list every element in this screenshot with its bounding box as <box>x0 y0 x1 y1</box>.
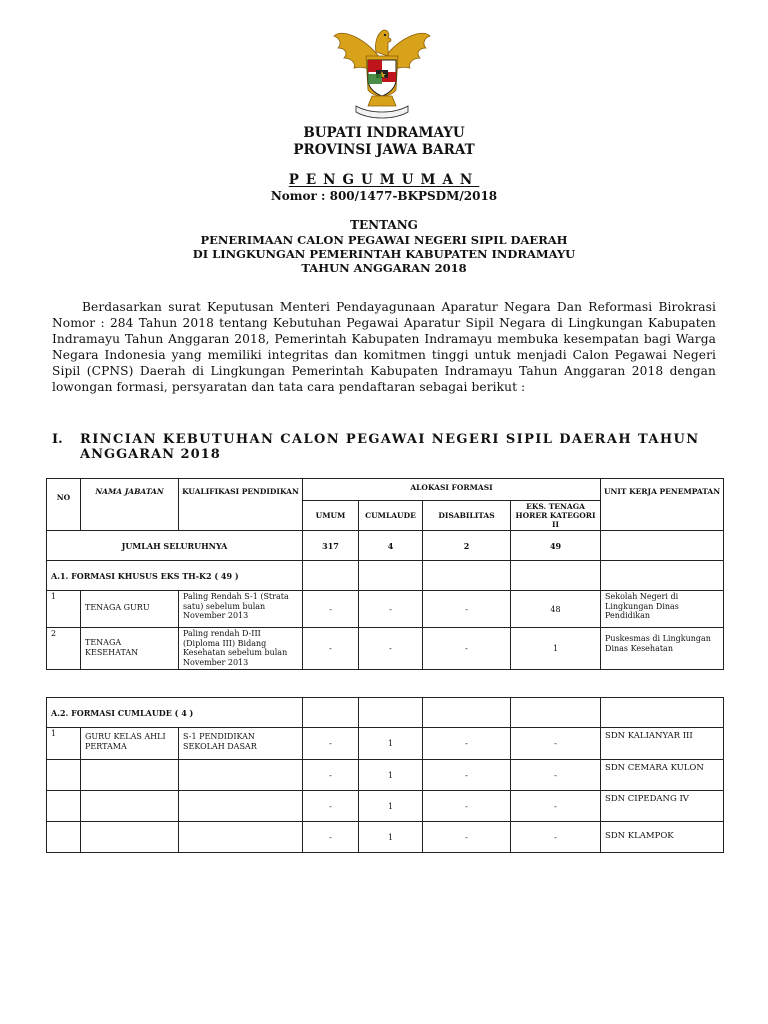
row-jabatan: TENAGA KESEHATAN <box>81 628 179 670</box>
header-provinsi: PROVINSI JAWA BARAT <box>293 142 475 158</box>
formasi-table <box>46 478 724 670</box>
row-kualifikasi: S-1 PENDIDIKAN SEKOLAH DASAR <box>179 728 303 760</box>
row-disabilitas: - <box>423 760 511 791</box>
row-unit: SDN KLAMPOK <box>601 822 724 853</box>
row-jabatan <box>81 760 179 791</box>
row-no: 2 <box>47 628 81 670</box>
row-umum: - <box>303 728 359 760</box>
row-eks: - <box>511 791 601 822</box>
table-row <box>47 791 724 822</box>
header-no: NO <box>47 479 81 531</box>
header-cumlaude: CUMLAUDE <box>359 501 423 531</box>
row-no: 1 <box>47 728 81 760</box>
formasi-cumlaude-table <box>46 697 724 853</box>
row-eks: - <box>511 728 601 760</box>
row-unit: SDN CEMARA KULON <box>601 760 724 791</box>
table-row <box>47 760 724 791</box>
row-unit: SDN KALIANYAR III <box>601 728 724 760</box>
row-cumlaude: 1 <box>359 760 423 791</box>
total-cumlaude: 4 <box>359 531 423 561</box>
row-unit: Puskesmas di Lingkungan Dinas Kesehatan <box>601 628 724 670</box>
section-title-line-1: RINCIAN KEBUTUHAN CALON PEGAWAI NEGERI SIPIL DAERAH TAHUN <box>80 432 700 447</box>
row-umum: - <box>303 760 359 791</box>
row-no <box>47 791 81 822</box>
header-nomor: Nomor : 800/1477-BKPSDM/2018 <box>270 189 498 203</box>
header-nama-jabatan: NAMA JABATAN <box>81 479 179 531</box>
section-a2-label: A.2. FORMASI CUMLAUDE ( 4 ) <box>47 698 303 728</box>
section-title <box>80 432 716 462</box>
row-kualifikasi <box>179 760 303 791</box>
row-kualifikasi <box>179 791 303 822</box>
total-row <box>47 531 724 561</box>
row-cumlaude: 1 <box>359 791 423 822</box>
row-no <box>47 822 81 853</box>
section-row-a1 <box>47 561 724 591</box>
row-unit: SDN CIPEDANG IV <box>601 791 724 822</box>
total-eks: 49 <box>511 531 601 561</box>
row-no <box>47 760 81 791</box>
row-disabilitas: - <box>423 822 511 853</box>
garuda-pancasila-emblem <box>330 18 434 122</box>
row-cumlaude: - <box>359 591 423 628</box>
header-kualifikasi: KUALIFIKASI PENDIDIKAN <box>179 479 303 531</box>
row-cumlaude: - <box>359 628 423 670</box>
row-disabilitas: - <box>423 628 511 670</box>
total-disabilitas: 2 <box>423 531 511 561</box>
section-number: I. <box>52 432 63 447</box>
row-disabilitas: - <box>423 791 511 822</box>
row-eks: 48 <box>511 591 601 628</box>
section-title-line-2: ANGGARAN 2018 <box>80 447 221 462</box>
row-jabatan: GURU KELAS AHLI PERTAMA <box>81 728 179 760</box>
body-paragraph: Berdasarkan surat Keputusan Menteri Pendayagunaan Aparatur Negara Dan Reformasi Birokrasi Nomor : 284 Tahun 2018 tentang Kebutuhan Pegawai Aparatur Sipil Negara di Lingkungan Kabupaten Indramayu Tahun Anggaran 2018, Pemerintah Kabupaten Indramayu membuka kesempatan bagi Warga Negara Indonesia yang memiliki integritas dan komitmen tinggi untuk menjadi Calon Pegawai Negeri Sipil (CPNS) Daerah di Lingkungan Pemerintah Kabupaten Indramayu Tahun Anggaran 2018 dengan lowongan formasi, persyaratan dan tata cara pendaftaran sebagai berikut : <box>52 300 716 394</box>
header-pengumuman: PENGUMUMAN <box>288 172 480 188</box>
row-disabilitas: - <box>423 591 511 628</box>
section-row-a2 <box>47 698 724 728</box>
row-eks: - <box>511 760 601 791</box>
row-umum: - <box>303 628 359 670</box>
header-tentang: TENTANG <box>350 218 418 232</box>
header-umum: UMUM <box>303 501 359 531</box>
row-jabatan <box>81 791 179 822</box>
table-row <box>47 822 724 853</box>
row-cumlaude: 1 <box>359 728 423 760</box>
table-row <box>47 728 724 760</box>
row-cumlaude: 1 <box>359 822 423 853</box>
row-eks: 1 <box>511 628 601 670</box>
row-umum: - <box>303 822 359 853</box>
row-kualifikasi: Paling rendah D-III (Diploma III) Bidang Kesehatan sebelum bulan November 2013 <box>179 628 303 670</box>
row-jabatan: TENAGA GURU <box>81 591 179 628</box>
row-no: 1 <box>47 591 81 628</box>
header-alokasi-formasi: ALOKASI FORMASI <box>303 479 601 501</box>
table-row <box>47 628 724 670</box>
section-a1-label: A.1. FORMASI KHUSUS EKS TH-K2 ( 49 ) <box>47 561 303 591</box>
header-bupati: BUPATI INDRAMAYU <box>303 125 465 141</box>
total-umum: 317 <box>303 531 359 561</box>
row-eks: - <box>511 822 601 853</box>
row-disabilitas: - <box>423 728 511 760</box>
row-umum: - <box>303 791 359 822</box>
header-disabilitas: DISABILITAS <box>423 501 511 531</box>
row-kualifikasi: Paling Rendah S-1 (Strata satu) sebelum bulan November 2013 <box>179 591 303 628</box>
header-subject-line-1: PENERIMAAN CALON PEGAWAI NEGERI SIPIL DAERAH <box>200 233 568 247</box>
row-unit: Sekolah Negeri di Lingkungan Dinas Pendidikan <box>601 591 724 628</box>
table-row <box>47 591 724 628</box>
total-label: JUMLAH SELURUHNYA <box>47 531 303 561</box>
row-kualifikasi <box>179 822 303 853</box>
header-eks-tenaga-horer: EKS. TENAGA HORER KATEGORI II <box>511 501 601 531</box>
row-jabatan <box>81 822 179 853</box>
header-unit-kerja: UNIT KERJA PENEMPATAN <box>601 479 724 531</box>
header-subject-line-3: TAHUN ANGGARAN 2018 <box>301 261 467 275</box>
row-umum: - <box>303 591 359 628</box>
header-subject-line-2: DI LINGKUNGAN PEMERINTAH KABUPATEN INDRAMAYU <box>192 247 576 261</box>
